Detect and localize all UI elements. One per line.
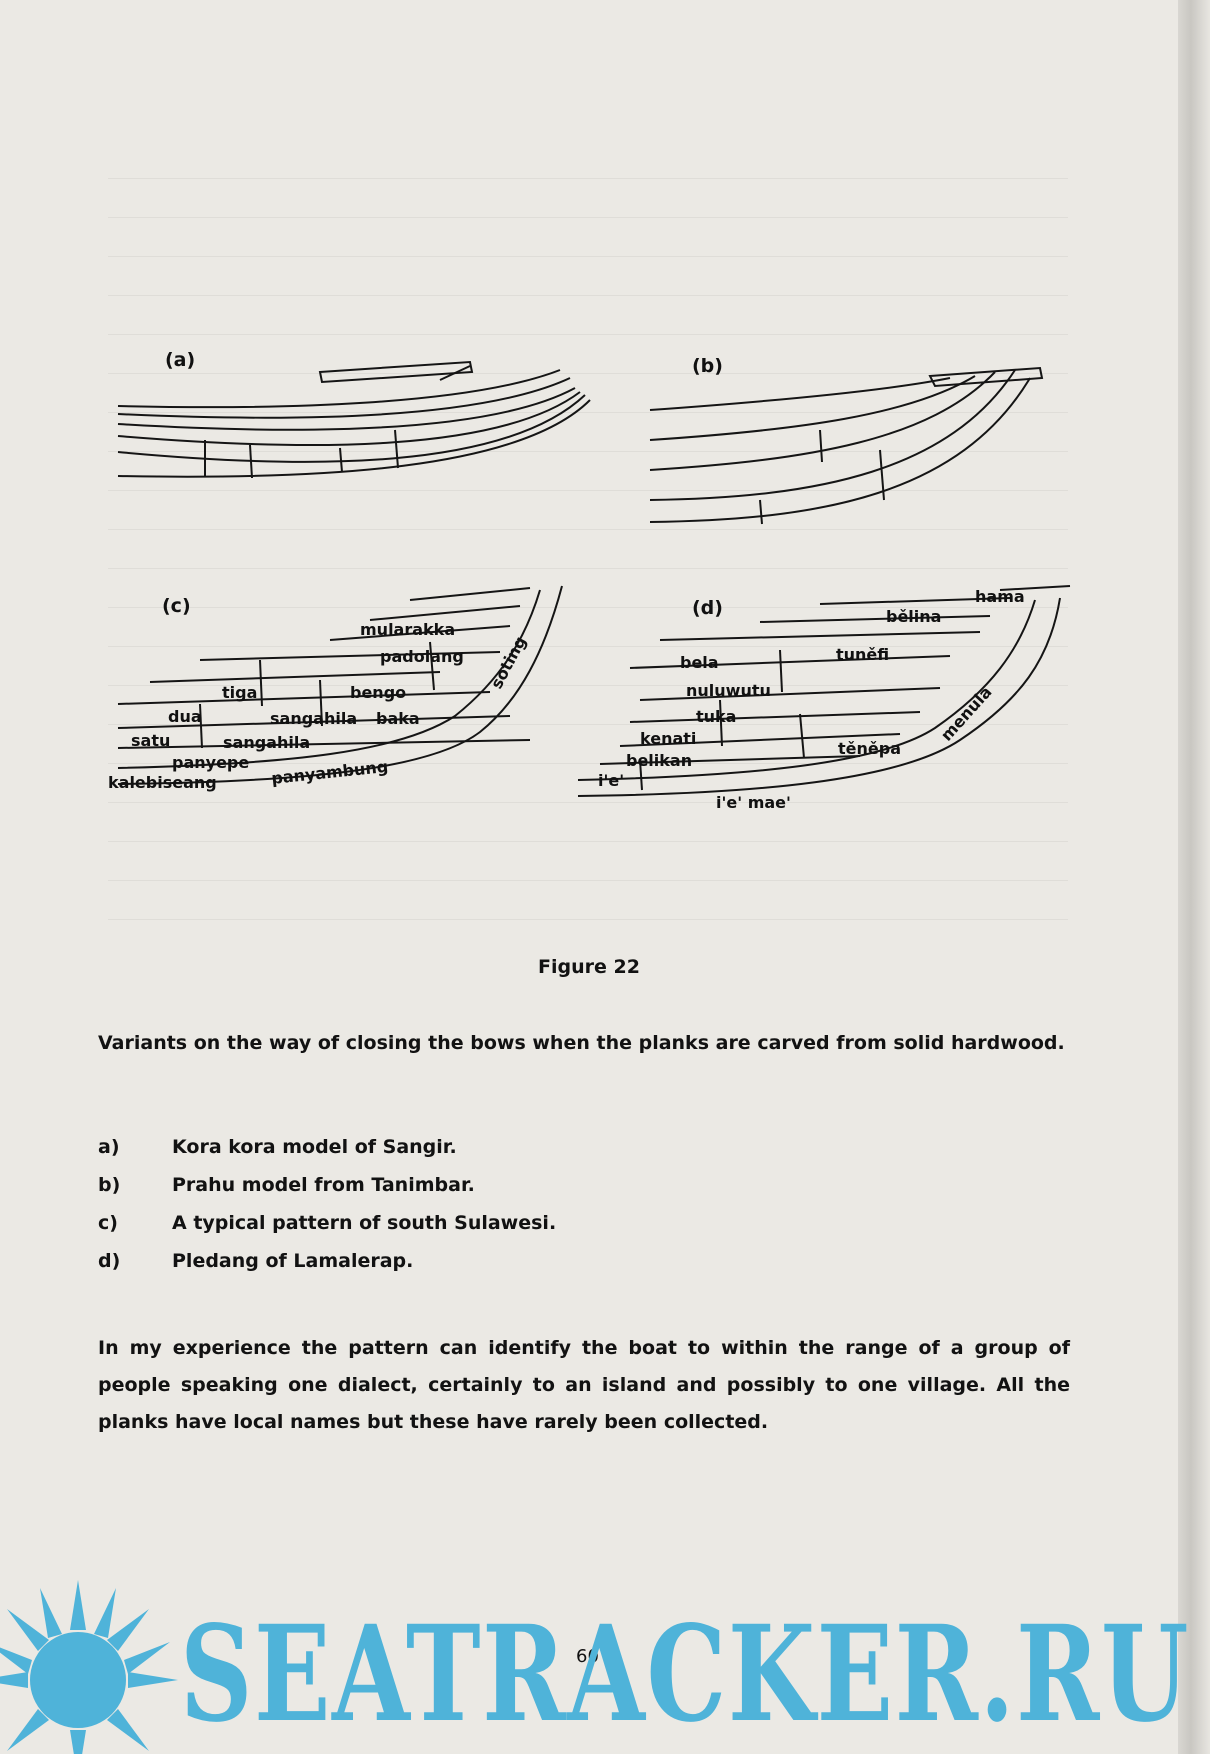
plank-label-baka: baka	[376, 709, 420, 728]
plank-label-bengo: bengo	[350, 683, 407, 702]
page-number: 60	[576, 1646, 599, 1667]
plank-label-dua: dua	[168, 707, 202, 726]
panel-label-a: (a)	[165, 349, 196, 371]
plank-label-tuka: tuka	[696, 707, 737, 726]
plank-label-satu: satu	[131, 731, 171, 750]
plank-label-soting: soting	[486, 633, 531, 692]
watermark-text: SEATRACKER.RU	[180, 1597, 1190, 1752]
panel-label-b: (b)	[692, 355, 723, 377]
plank-label-tenepa: těněpa	[838, 739, 901, 758]
list-item	[98, 1174, 998, 1212]
variant-text: Kora kora model of Sangir.	[172, 1136, 457, 1158]
plank-label-nuluwutu: nuluwutu	[686, 681, 771, 700]
plank-label-belina: bělina	[886, 607, 942, 626]
plank-label-tiga: tiga	[222, 683, 258, 702]
panel-label-c: (c)	[162, 595, 191, 617]
plank-label-menula: menula	[936, 682, 996, 745]
plank-label-belikan: belikan	[626, 751, 693, 770]
variant-key: c)	[98, 1212, 118, 1234]
list-item	[98, 1250, 998, 1288]
plank-label-kalebiseang: kalebiseang	[108, 773, 217, 792]
variant-list	[98, 1136, 998, 1288]
figure-description: Variants on the way of closing the bows when the planks are carved from solid hardwood.	[98, 1032, 1065, 1054]
variant-text: A typical pattern of south Sulawesi.	[172, 1212, 557, 1234]
conclusion-paragraph: In my experience the pattern can identify the boat to within the range of a group of people speaking one dialect, certainly to an island and possibly to one village. All the planks have local names but these have rarely been collected.	[98, 1337, 1070, 1433]
plank-label-panyambung: panyambung	[270, 756, 390, 788]
variant-key: a)	[98, 1136, 120, 1158]
hull-diagram-b	[650, 368, 1042, 524]
variant-key: d)	[98, 1250, 121, 1272]
figure-caption-title: Figure 22	[538, 956, 640, 978]
plank-label-panyepe: panyepe	[172, 753, 250, 772]
list-item	[98, 1136, 998, 1174]
variant-text: Prahu model from Tanimbar.	[172, 1174, 475, 1196]
panel-label-d: (d)	[692, 597, 723, 619]
plank-label-ie: i'e'	[598, 771, 625, 790]
plank-label-mularakka: mularakka	[360, 620, 456, 639]
plank-label-hama: hama	[975, 587, 1025, 606]
plank-label-ie-mae: i'e' mae'	[716, 793, 791, 812]
variant-text: Pledang of Lamalerap.	[172, 1250, 414, 1272]
plank-label-sangahila-upper: sangahila	[270, 709, 358, 728]
plank-label-sangahila-lower: sangahila	[223, 733, 311, 752]
plank-label-bela: bela	[680, 653, 719, 672]
watermark	[0, 1560, 1210, 1754]
list-item	[98, 1212, 998, 1250]
hull-diagram-a	[118, 362, 590, 478]
plank-label-kenati: kenati	[640, 729, 697, 748]
plank-label-tunefi: tuněfi	[836, 645, 890, 664]
sunburst-logo-icon	[0, 1580, 178, 1754]
plank-label-padolang: padolang	[380, 647, 464, 666]
variant-key: b)	[98, 1174, 121, 1196]
